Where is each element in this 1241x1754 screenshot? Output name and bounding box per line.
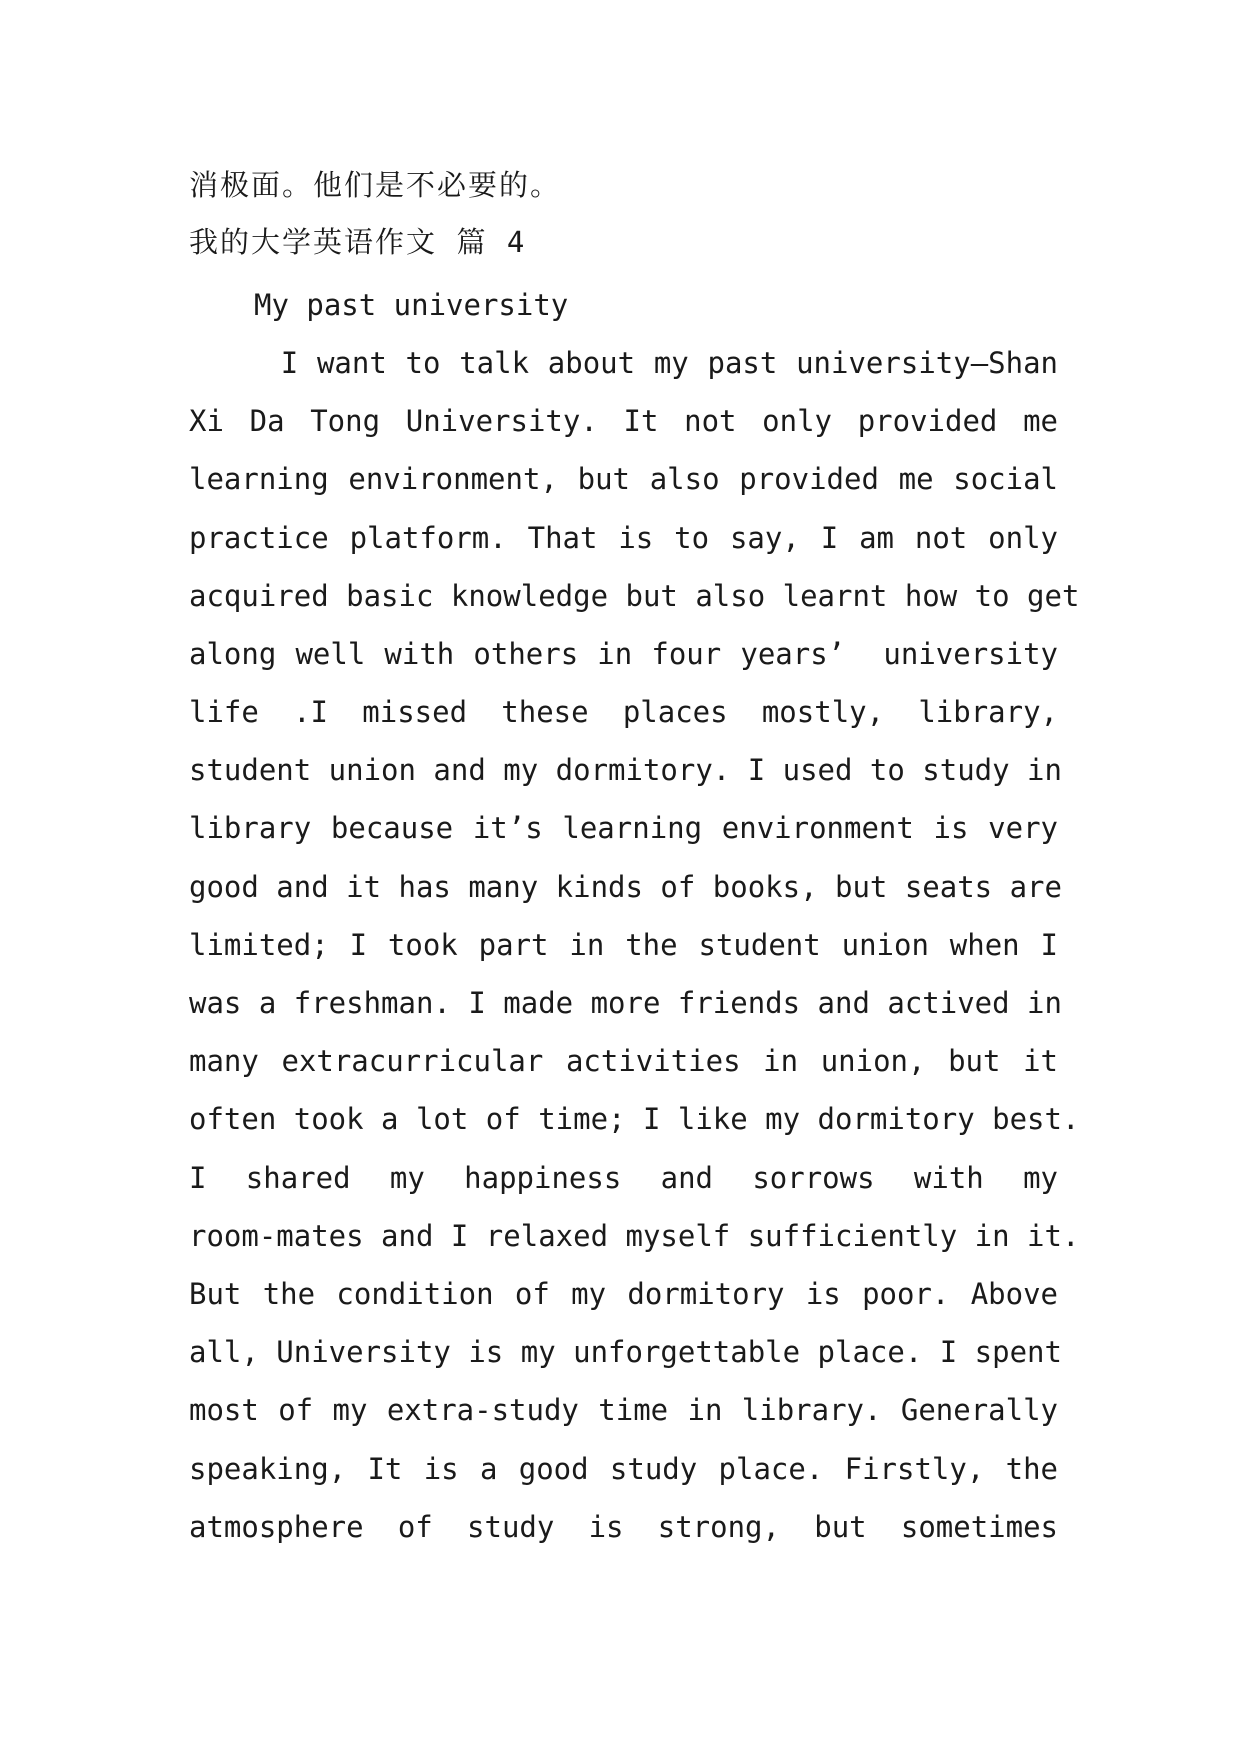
essay-line: life .I missed these places mostly, library,: [189, 695, 1058, 729]
essay-line: acquired basic knowledge but also learnt how to get: [189, 579, 1080, 613]
essay-line: But the condition of my dormitory is poor. Above: [189, 1277, 1058, 1311]
essay-line: atmosphere of study is strong, but sometimes: [189, 1510, 1058, 1544]
essay-line: all, University is my unforgettable place. I spent: [189, 1335, 1062, 1369]
essay-line: speaking, It is a good study place. Firstly, the: [189, 1452, 1058, 1486]
essay-line: often took a lot of time; I like my dormitory best.: [189, 1102, 1080, 1136]
essay-line: most of my extra-study time in library. Generally: [189, 1393, 1058, 1427]
essay-line: many extracurricular activities in union, but it: [189, 1044, 1058, 1078]
essay-title: My past university: [254, 288, 569, 322]
essay-line: good and it has many kinds of books, but seats are: [189, 870, 1062, 904]
essay-line: practice platform. That is to say, I am not only: [189, 521, 1058, 555]
essay-line: learning environment, but also provided me social: [189, 462, 1058, 496]
section-heading: 我的大学英语作文 篇 4: [189, 225, 527, 259]
essay-line: along well with others in four years’ university: [189, 637, 1058, 671]
essay-line: room-mates and I relaxed myself sufficiently in it.: [189, 1219, 1080, 1253]
previous-section-conclusion: 消极面。他们是不必要的。: [189, 168, 562, 202]
essay-line: I shared my happiness and sorrows with my: [189, 1161, 1058, 1195]
essay-line: was a freshman. I made more friends and actived in: [189, 986, 1062, 1020]
essay-line: limited; I took part in the student union when I: [189, 928, 1058, 962]
essay-line: student union and my dormitory. I used to study in: [189, 753, 1062, 787]
essay-line: library because it’s learning environment is very: [189, 811, 1058, 845]
essay-line: I want to talk about my past university—Shan: [262, 346, 1058, 380]
essay-line: Xi Da Tong University. It not only provided me: [189, 404, 1058, 438]
